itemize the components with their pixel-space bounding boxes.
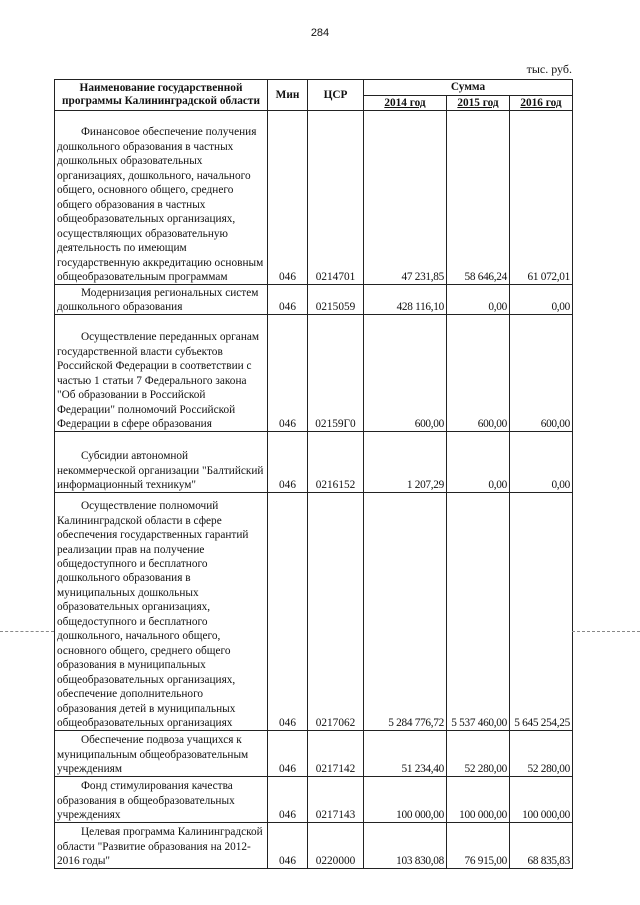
row-min: 046 [268, 777, 308, 823]
row-min: 046 [268, 493, 308, 731]
row-2016: 0,00 [510, 432, 573, 493]
row-2015: 600,00 [447, 315, 510, 432]
header-year-2016: 2016 год [510, 96, 573, 111]
row-csr: 0220000 [308, 823, 364, 869]
row-2014: 103 830,08 [364, 823, 447, 869]
table-row [55, 285, 573, 315]
table-row [55, 493, 573, 731]
row-min: 046 [268, 432, 308, 493]
page-fold-mark-left [0, 631, 54, 632]
row-2016: 100 000,00 [510, 777, 573, 823]
row-csr: 0216152 [308, 432, 364, 493]
row-2016: 0,00 [510, 285, 573, 315]
header-sum: Сумма [364, 80, 573, 96]
budget-table [54, 79, 573, 869]
row-2015: 52 280,00 [447, 731, 510, 777]
row-2016: 61 072,01 [510, 111, 573, 285]
row-2014: 5 284 776,72 [364, 493, 447, 731]
row-name: Субсидии автономной некоммерческой организации "Балтийский информационный техникум" [55, 432, 268, 493]
row-min: 046 [268, 823, 308, 869]
header-csr: ЦСР [308, 80, 364, 111]
table-row [55, 111, 573, 285]
table-row [55, 823, 573, 869]
row-name: Обеспечение подвоза учащихся к муниципальным общеобразовательным учреждениям [55, 731, 268, 777]
page-fold-mark-right [572, 631, 640, 632]
header-min: Мин [268, 80, 308, 111]
row-2015: 0,00 [447, 285, 510, 315]
row-name: Модернизация региональных систем дошкольного образования [55, 285, 268, 315]
row-2016: 52 280,00 [510, 731, 573, 777]
row-2014: 600,00 [364, 315, 447, 432]
row-csr: 0217143 [308, 777, 364, 823]
row-2014: 51 234,40 [364, 731, 447, 777]
row-min: 046 [268, 285, 308, 315]
table-row [55, 731, 573, 777]
row-csr: 0217062 [308, 493, 364, 731]
table-row [55, 315, 573, 432]
row-name: Осуществление переданных органам государственной власти субъектов Российской Федерации в соответствии с частью 1 статьи 7 Федерального закона "Об образовании в Российской Федерации" полномочий Российской Федерации в сфере образования [55, 315, 268, 432]
row-2015: 100 000,00 [447, 777, 510, 823]
table-row [55, 432, 573, 493]
row-csr: 0214701 [308, 111, 364, 285]
row-csr: 02159Г0 [308, 315, 364, 432]
row-2014: 47 231,85 [364, 111, 447, 285]
row-2015: 76 915,00 [447, 823, 510, 869]
row-name: Финансовое обеспечение получения дошкольного образования в частных дошкольных образовательных организациях, дошкольного, начального общего, основного общего, среднего общего образования в частных общеобразовательных организациях, осуществляющих образовательную деятельность по имеющим государственную аккредитацию основным общеобразовательным программам [55, 111, 268, 285]
row-csr: 0217142 [308, 731, 364, 777]
row-name: Осуществление полномочий Калининградской области в сфере обеспечения государственных гарантий реализации прав на получение общедоступного и бесплатного дошкольного образования в муниципальных дошкольных образовательных организациях, общедоступного и бесплатного дошкольного, начального общего, основного общего, среднего общего образования в муниципальных общеобразовательных организациях, обеспечение дополнительного образования детей в муниципальных общеобразовательных организациях [55, 493, 268, 731]
row-2014: 100 000,00 [364, 777, 447, 823]
row-csr: 0215059 [308, 285, 364, 315]
row-2016: 600,00 [510, 315, 573, 432]
row-2014: 428 116,10 [364, 285, 447, 315]
row-min: 046 [268, 111, 308, 285]
header-name: Наименование государственной программы Калининградской области [55, 80, 268, 111]
row-2015: 58 646,24 [447, 111, 510, 285]
row-min: 046 [268, 315, 308, 432]
row-name: Целевая программа Калининградской области "Развитие образования на 2012-2016 годы" [55, 823, 268, 869]
row-2016: 68 835,83 [510, 823, 573, 869]
row-name: Фонд стимулирования качества образования в общеобразовательных учреждениях [55, 777, 268, 823]
page-number: 284 [310, 27, 330, 39]
row-2015: 5 537 460,00 [447, 493, 510, 731]
header-year-2015: 2015 год [447, 96, 510, 111]
unit-label: тыс. руб. [526, 62, 572, 76]
header-year-2014: 2014 год [364, 96, 447, 111]
row-2016: 5 645 254,25 [510, 493, 573, 731]
row-2014: 1 207,29 [364, 432, 447, 493]
row-2015: 0,00 [447, 432, 510, 493]
table-row [55, 777, 573, 823]
row-min: 046 [268, 731, 308, 777]
